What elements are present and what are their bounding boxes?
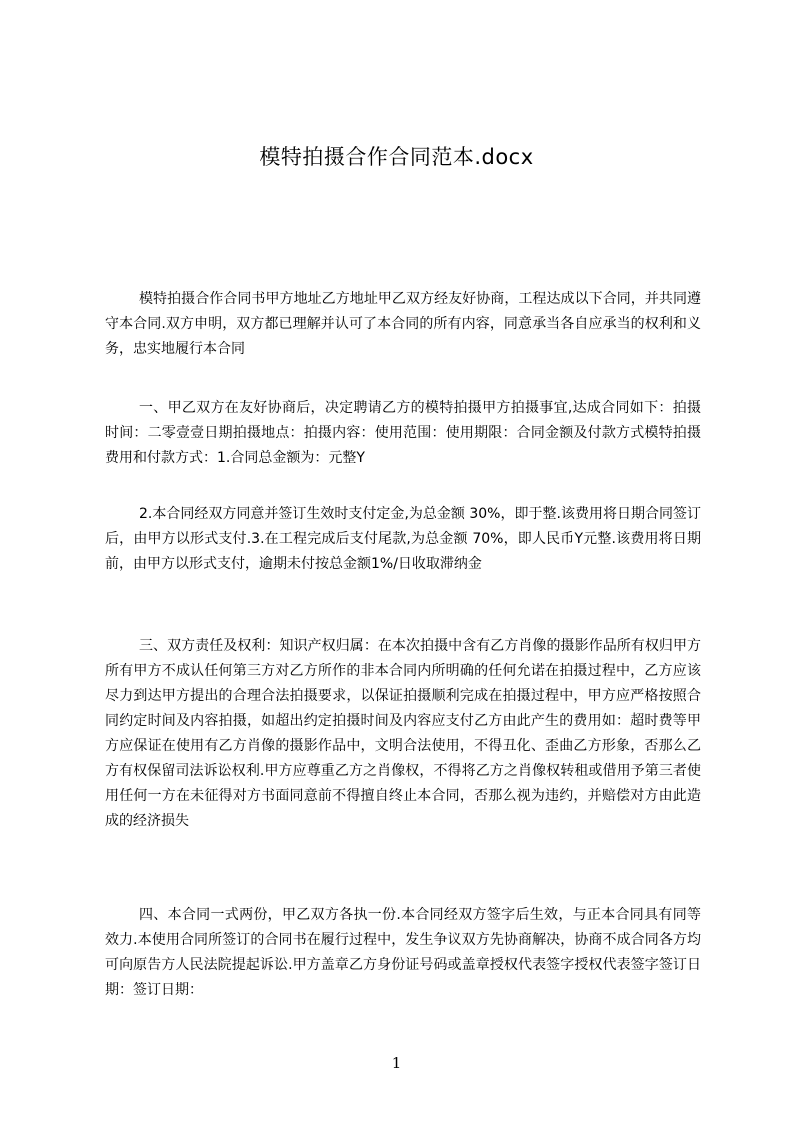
paragraph-preamble: 模特拍摄合作合同书甲方地址乙方地址甲乙双方经友好协商，工程达成以下合同，并共同遵守本合同.双方申明，双方都已理解并认可了本合同的所有内容，同意承当各自应承当的权利和义务，忠实地履行本合同 — [105, 291, 701, 357]
paragraph-payment-terms: 2.本合同经双方同意并签订生效时支付定金,为总金额 30%，即于整.该费用将日期合同签订后，由甲方以形式支付.3.在工程完成后支付尾款,为总金额 70%，即人民币Y元整.该费用将日期前，由甲方以形式支付，逾期未付按总金额1%/日收取滞纳金 — [105, 506, 701, 572]
paragraph-clause-3: 三、双方责任及权利：知识产权归属：在本次拍摄中含有乙方肖像的摄影作品所有权归甲方所有甲方不成认任何第三方对乙方所作的非本合同内所明确的任何允诺在拍摄过程中，乙方应该尽力到达甲方提出的合理合法拍摄要求，以保证拍摄顺利完成在拍摄过程中，甲方应严格按照合同约定时间及内容拍摄，如超出约定拍摄时间及内容应支付乙方由此产生的费用如：超时费等甲方应保证在使用有乙方肖像的摄影作品中，文明合法使用，不得丑化、歪曲乙方形象，否那么乙方有权保留司法诉讼权利.甲方应尊重乙方之肖像权，不得将乙方之肖像权转租或借用予第三者使用任何一方在未征得对方书面同意前不得擅自终止本合同，否那么视为违约，并赔偿对方由此造成的经济损失 — [105, 638, 701, 829]
document-title: 模特拍摄合作合同范本.docx — [259, 145, 534, 169]
page-number: 1 — [391, 1054, 402, 1072]
paragraph-clause-1: 一、甲乙双方在友好协商后，决定聘请乙方的模特拍摄甲方拍摄事宜,达成合同如下：拍摄时间：二零壹壹日期拍摄地点：拍摄内容：使用范围：使用期限：合同金额及付款方式模特拍摄费用和付款方式：1.合同总金额为：元整Y — [105, 400, 701, 466]
paragraph-clause-4: 四、本合同一式两份，甲乙双方各执一份.本合同经双方签字后生效，与正本合同具有同等效力.本使用合同所签订的合同书在履行过程中，发生争议双方先协商解决，协商不成合同各方均可向原告方人民法院提起诉讼.甲方盖章乙方身份证号码或盖章授权代表签字授权代表签字签订日期：签订日期： — [105, 907, 701, 998]
